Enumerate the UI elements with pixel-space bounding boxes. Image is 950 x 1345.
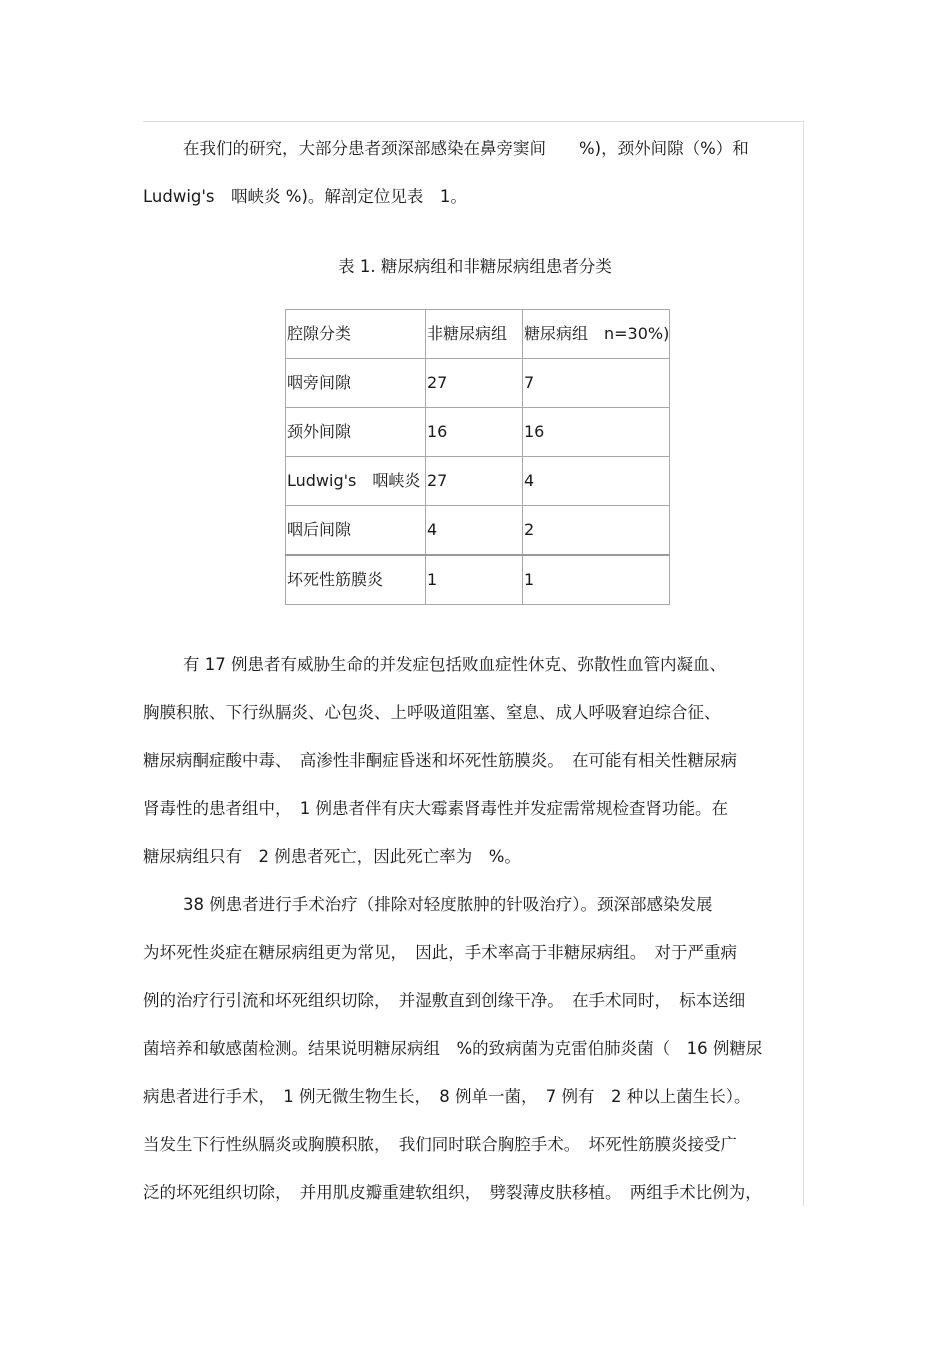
- table-header-row: [286, 310, 670, 359]
- table-cell: 1: [426, 555, 523, 605]
- text-line: 在我们的研究，大部分患者颈深部感染在鼻旁窦间 %)，颈外间隙（%）和: [183, 139, 749, 158]
- text-line: 糖尿病酮症酸中毒、 高渗性非酮症昏迷和坏死性筋膜炎。 在可能有相关性糖尿病: [143, 751, 737, 770]
- text-line: 泛的坏死组织切除， 并用肌皮瓣重建软组织， 劈裂薄皮肤移植。 两组手术比例为，: [143, 1183, 762, 1202]
- table-cell: 坏死性筋膜炎: [286, 555, 426, 605]
- table-row: [286, 457, 670, 506]
- table-cell: 4: [523, 457, 670, 506]
- text-line: 糖尿病组只有 2 例患者死亡，因此死亡率为 %。: [143, 847, 521, 866]
- text-line: 当发生下行性纵膈炎或胸膜积脓， 我们同时联合胸腔手术。 坏死性筋膜炎接受广: [143, 1135, 737, 1154]
- table-cell: 4: [426, 506, 523, 556]
- table-cell: 2: [523, 506, 670, 556]
- text-line: 菌培养和敏感菌检测。结果说明糖尿病组 %的致病菌为克雷伯肺炎菌（ 16 例糖尿: [143, 1039, 763, 1058]
- text-line: 例的治疗行引流和坏死组织切除， 并湿敷直到创缘干净。 在手术同时， 标本送细: [143, 991, 746, 1010]
- text-line: 有 17 例患者有威胁生命的并发症包括败血症性休克、弥散性血管内凝血、: [183, 655, 726, 674]
- table-cell: 7: [523, 359, 670, 408]
- text-line: 肾毒性的患者组中， 1 例患者伴有庆大霉素肾毒性并发症需常规检查肾功能。在: [143, 799, 728, 818]
- table-cell: 咽后间隙: [286, 506, 426, 556]
- table-row: [286, 506, 670, 556]
- header-cell: 糖尿病组 n=30%): [523, 310, 670, 359]
- table-cell: 咽旁间隙: [286, 359, 426, 408]
- table-caption: 表 1. 糖尿病组和非糖尿病组患者分类: [338, 257, 612, 276]
- table-row: [286, 555, 670, 605]
- header-cell: 非糖尿病组: [426, 310, 523, 359]
- table-cell: 27: [426, 359, 523, 408]
- page-frame-top: [143, 121, 804, 122]
- text-line: 病患者进行手术， 1 例无微生物生长， 8 例单一菌， 7 例有 2 种以上菌生长）。: [143, 1087, 751, 1106]
- data-table: [285, 309, 670, 605]
- text-line: Ludwig's 咽峡炎 %)。解剖定位见表 1。: [143, 187, 467, 206]
- table-row: [286, 359, 670, 408]
- table-cell: 颈外间隙: [286, 408, 426, 457]
- page-frame-right: [803, 121, 804, 1206]
- table-cell: Ludwig's 咽峡炎: [286, 457, 426, 506]
- text-line: 为坏死性炎症在糖尿病组更为常见， 因此，手术率高于非糖尿病组。 对于严重病: [143, 943, 737, 962]
- header-cell: 腔隙分类: [286, 310, 426, 359]
- table-cell: 16: [523, 408, 670, 457]
- table-cell: 27: [426, 457, 523, 506]
- table-cell: 1: [523, 555, 670, 605]
- table-cell: 16: [426, 408, 523, 457]
- table-row: [286, 408, 670, 457]
- text-line: 胸膜积脓、下行纵膈炎、心包炎、上呼吸道阻塞、窒息、成人呼吸窘迫综合征、: [143, 703, 721, 722]
- text-line: 38 例患者进行手术治疗（排除对轻度脓肿的针吸治疗）。颈深部感染发展: [183, 895, 713, 914]
